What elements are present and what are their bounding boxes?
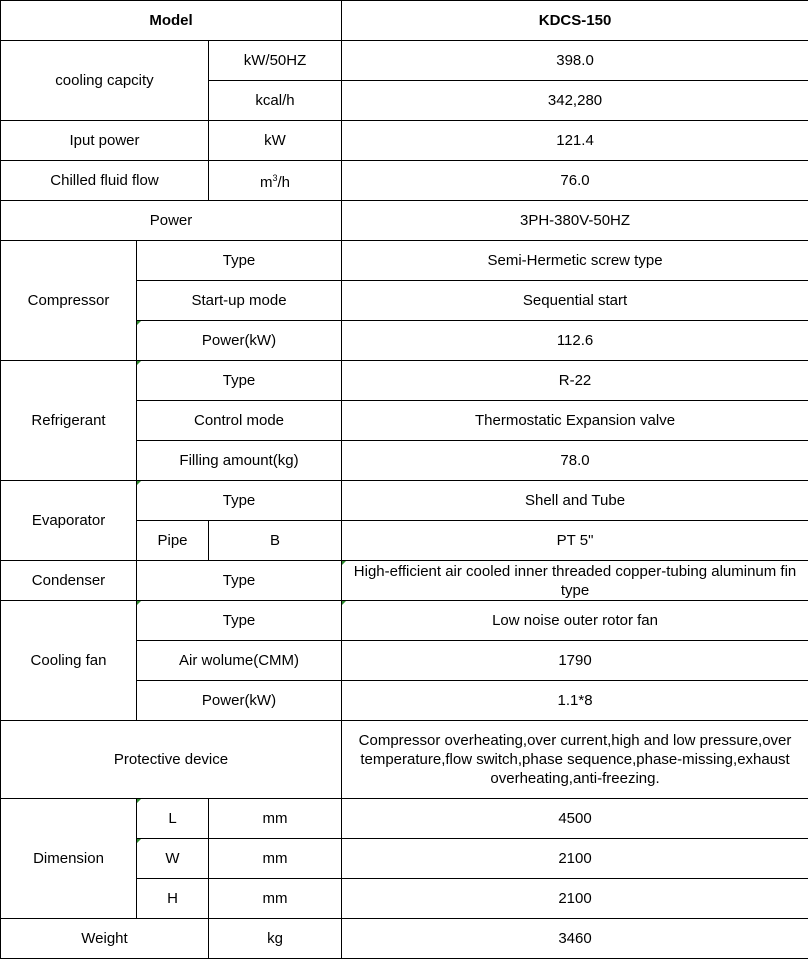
compressor-label: Compressor — [1, 241, 137, 361]
dimension-value-h: 2100 — [342, 879, 808, 919]
compressor-power-value: 112.6 — [342, 321, 808, 361]
table-row — [1, 919, 808, 959]
table-row — [1, 481, 808, 521]
protective-label: Protective device — [1, 721, 342, 799]
table-row — [1, 721, 808, 799]
compressor-type-label: Type — [137, 241, 342, 281]
chilled-flow-unit: $m^3/h$ — [209, 161, 342, 201]
refrigerant-type-value: R-22 — [342, 361, 808, 401]
dimension-unit-l: mm — [209, 799, 342, 839]
cooling-fan-air-label: Air wolume(CMM) — [137, 641, 342, 681]
evaporator-pipe-value: PT 5" — [342, 521, 808, 561]
cooling-fan-label: Cooling fan — [1, 601, 137, 721]
weight-value: 3460 — [342, 919, 808, 959]
input-power-unit: kW — [209, 121, 342, 161]
cooling-fan-type-value: Low noise outer rotor fan — [342, 601, 808, 641]
refrigerant-control-value: Thermostatic Expansion valve — [342, 401, 808, 441]
cooling-fan-type-label: Type — [137, 601, 342, 641]
table-row — [1, 41, 808, 81]
refrigerant-filling-label: Filling amount(kg) — [137, 441, 342, 481]
dimension-axis-l: L — [137, 799, 209, 839]
weight-label: Weight — [1, 919, 209, 959]
power-value: 3PH-380V-50HZ — [342, 201, 808, 241]
protective-value: Compressor overheating,over current,high and low pressure,over temperature,flow switch,phase sequence,phase-missing,exhaust overheating,anti-freezing. — [342, 721, 808, 799]
dimension-unit-w: mm — [209, 839, 342, 879]
dimension-unit-h: mm — [209, 879, 342, 919]
cooling-capacity-unit-kcal: kcal/h — [209, 81, 342, 121]
evaporator-label: Evaporator — [1, 481, 137, 561]
refrigerant-control-label: Control mode — [137, 401, 342, 441]
table-row — [1, 601, 808, 641]
compressor-startup-label: Start-up mode — [137, 281, 342, 321]
table-row — [1, 361, 808, 401]
condenser-label: Condenser — [1, 561, 137, 601]
model-value: KDCS-150 — [342, 1, 808, 41]
refrigerant-type-label: Type — [137, 361, 342, 401]
dimension-value-l: 4500 — [342, 799, 808, 839]
dimension-value-w: 2100 — [342, 839, 808, 879]
evaporator-type-value: Shell and Tube — [342, 481, 808, 521]
cooling-fan-power-value: 1.1*8 — [342, 681, 808, 721]
condenser-type-value: High-efficient air cooled inner threaded copper-tubing aluminum fin type — [342, 561, 808, 601]
cooling-fan-power-label: Power(kW) — [137, 681, 342, 721]
compressor-type-value: Semi-Hermetic screw type — [342, 241, 808, 281]
dimension-label: Dimension — [1, 799, 137, 919]
table-row — [1, 201, 808, 241]
refrigerant-label: Refrigerant — [1, 361, 137, 481]
table-row — [1, 161, 808, 201]
cooling-capacity-value-kcal: 342,280 — [342, 81, 808, 121]
chilled-flow-value: 76.0 — [342, 161, 808, 201]
cooling-capacity-label: cooling capcity — [1, 41, 209, 121]
table-row — [1, 241, 808, 281]
input-power-label: Iput power — [1, 121, 209, 161]
input-power-value: 121.4 — [342, 121, 808, 161]
condenser-type-label: Type — [137, 561, 342, 601]
compressor-startup-value: Sequential start — [342, 281, 808, 321]
cooling-capacity-value-kw: 398.0 — [342, 41, 808, 81]
model-label: Model — [1, 1, 342, 41]
power-label: Power — [1, 201, 342, 241]
table-row — [1, 121, 808, 161]
evaporator-pipe-label: Pipe — [137, 521, 209, 561]
refrigerant-filling-value: 78.0 — [342, 441, 808, 481]
evaporator-type-label: Type — [137, 481, 342, 521]
table-row — [1, 1, 808, 41]
evaporator-pipe-sub: B — [209, 521, 342, 561]
weight-unit: kg — [209, 919, 342, 959]
cooling-capacity-unit-kw: kW/50HZ — [209, 41, 342, 81]
dimension-axis-w: W — [137, 839, 209, 879]
compressor-power-label: Power(kW) — [137, 321, 342, 361]
cooling-fan-air-value: 1790 — [342, 641, 808, 681]
table-row — [1, 561, 808, 601]
dimension-axis-h: H — [137, 879, 209, 919]
table-row — [1, 799, 808, 839]
chilled-flow-label: Chilled fluid flow — [1, 161, 209, 201]
